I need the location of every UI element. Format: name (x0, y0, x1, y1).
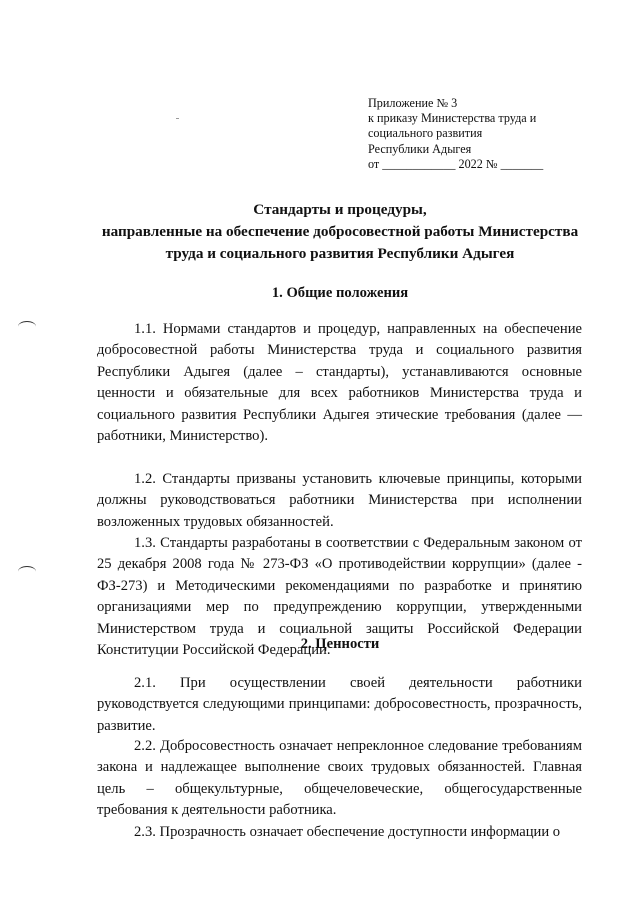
annex-block (368, 96, 598, 172)
annex-ministry-line: социального развития (368, 126, 483, 141)
annex-number: Приложение № 3 (368, 96, 458, 110)
paragraph-2-1: 2.1. При осуществлении своей деятельности работники руководствуется следующими принципами: добросовестность, прозрачность, развитие. (97, 675, 582, 734)
annex-region: Республики Адыгея (368, 141, 472, 156)
paragraph-1-3: 1.3. Стандарты разработаны в соответствии с Федеральным законом от 25 декабря 2008 года № 273-ФЗ «О противодействии коррупции» (далее - ФЗ-273) и Методическими рекомендациями по разработке и принятию организациями мер по предупреждению коррупции, утвержденными Министерством труда и социальной защиты Российской Федерации Конституции Российской Федерации. (97, 535, 582, 659)
paragraph-2-2: 2.2. Добросовестность означает непреклонное следование требованиям закона и надлежащее выполнение своих трудовых обязанностей. Главная цель – общекультурные, общечеловеческие, общегосударственные требования к деятельности работника. (97, 738, 582, 819)
paragraph-2-3: 2.3. Прозрачность означает обеспечение доступности информации о (134, 824, 561, 840)
paragraph-1-1: 1.1. Нормами стандартов и процедур, направленных на обеспечение добросовестной работы Министерства труда и социального развития Республики Адыгея (далее – стандарты), устанавливаются основные ценности и обязательные для всех работников Министерства труда и социального развития Республики Адыгея этические требования (далее — работники, Министерство). (97, 321, 582, 445)
hole-punch-mark-top (18, 321, 36, 332)
title-line-3: труда и социального развития Республики Адыгея (165, 245, 515, 262)
scan-tick-mark (176, 118, 179, 119)
section-2-heading: 2. Ценности (300, 636, 380, 652)
paragraph-1-2: 1.2. Стандарты призваны установить ключевые принципы, которыми должны руководствоваться работники Министерства при исполнении возложенных трудовых обязанностей. (97, 471, 582, 530)
hole-punch-mark-bottom (18, 566, 36, 577)
title-line-1: Стандарты и процедуры, (253, 201, 427, 218)
annex-date-line: от ____________ 2022 № _______ (368, 156, 544, 171)
title-line-2: направленные на обеспечение добросовестной работы Министерства (101, 223, 579, 240)
document-title (100, 199, 580, 265)
section-1-heading: 1. Общие положения (271, 285, 409, 301)
annex-order-reference: к приказу Министерства труда и (368, 111, 537, 126)
